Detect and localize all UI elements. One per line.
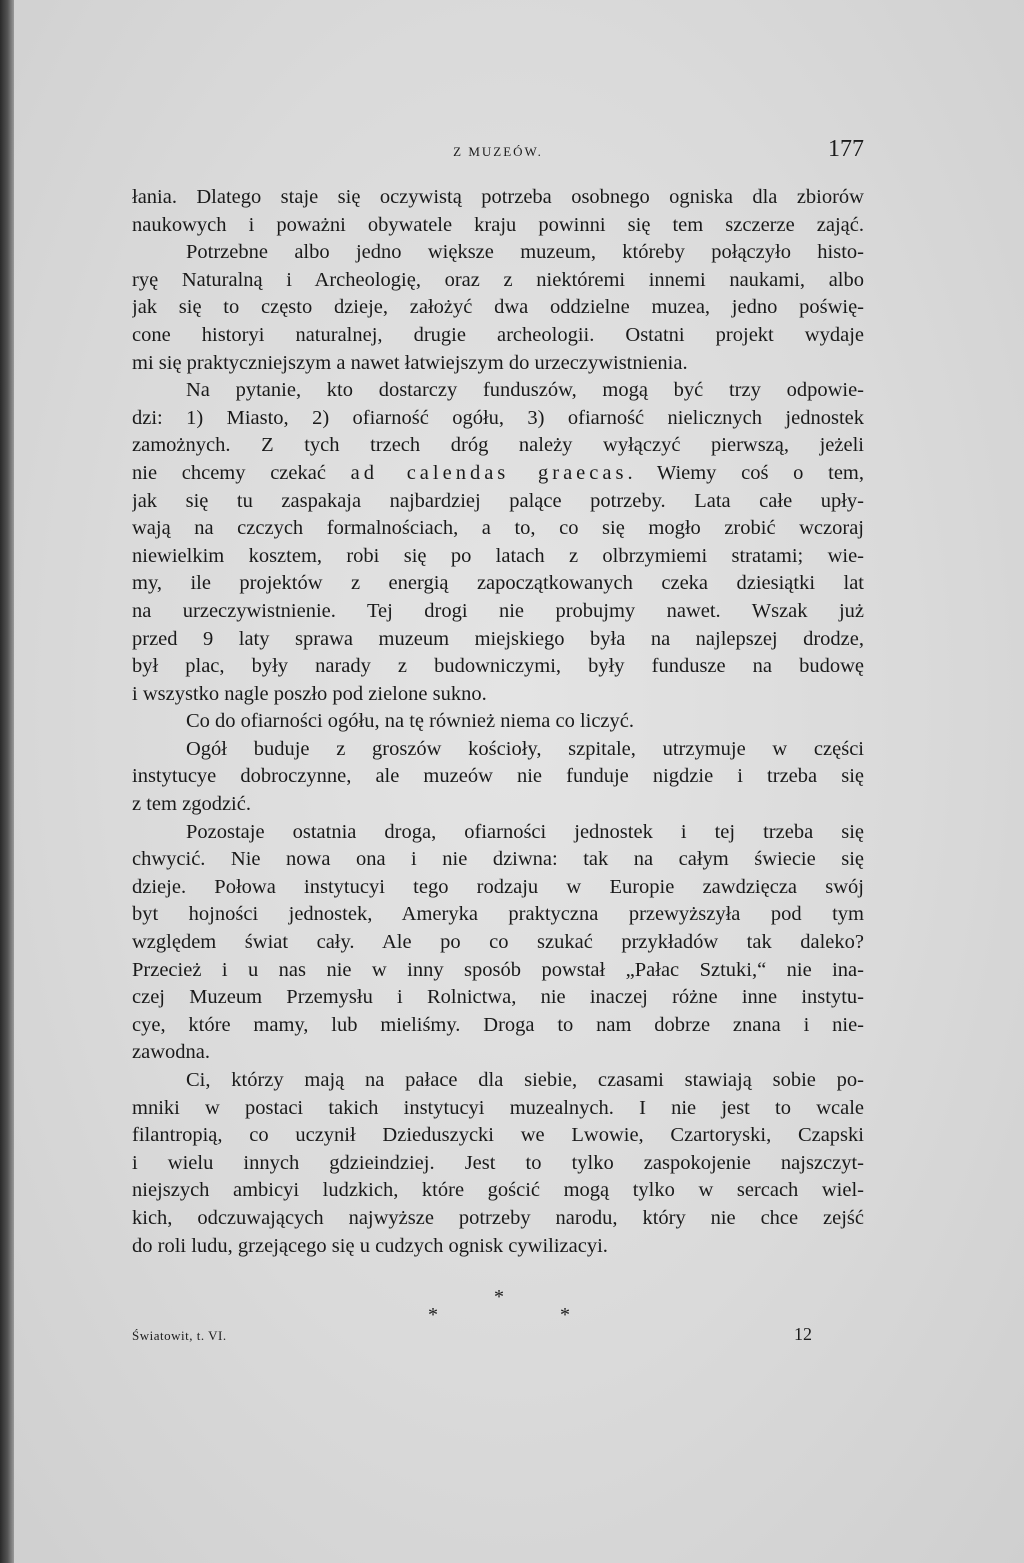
- text-line: zamożnych. Z tych trzech dróg należy wyłączyć pierwszą, jeżeli: [132, 434, 864, 457]
- text-line: czej Muzeum Przemysłu i Rolnictwa, nie inaczej różne inne instytu-: [132, 986, 864, 1009]
- text-line: wają na czczych formalnościach, a to, co się mogło zrobić wczoraj: [132, 517, 864, 540]
- text-line-with-spaced-phrase: [132, 460, 864, 488]
- text-line: Ogół buduje z groszów kościoły, szpitale, utrzymuje w części: [186, 737, 864, 760]
- text-line: zawodna.: [132, 1041, 210, 1064]
- asterisk: *: [560, 1304, 570, 1326]
- text-line: łania. Dlatego staje się oczywistą potrzeba osobnego ogniska dla zbiorów: [132, 186, 864, 208]
- text-line: przed 9 laty sprawa muzeum miejskiego była na najlepszej drodze,: [132, 627, 864, 650]
- page-footer: [132, 1324, 812, 1350]
- text-line: Przecież i u nas nie w inny sposób powstał „Pałac Sztuki,“ nie ina-: [132, 958, 864, 981]
- text-line: niewielkim kosztem, robi się po latach z olbrzymiemi stratami; wie-: [132, 544, 864, 567]
- text-line: instytucye dobroczynne, ale muzeów nie funduje nigdzie i trzeba się: [132, 765, 864, 788]
- text-line: Pozostaje ostatnia droga, ofiarności jednostek i tej trzeba się: [186, 820, 864, 843]
- text-line: dzieje. Połowa instytucyi tego rodzaju w Europie zawdzięcza swój: [132, 875, 864, 898]
- asterisk: *: [494, 1286, 504, 1308]
- text-line: naukowych i poważni obywatele kraju powinni się tem szczerze zająć.: [132, 213, 864, 236]
- text-fragment: . Wiemy coś o tem,: [627, 461, 864, 484]
- asterism-separator: [132, 1286, 864, 1326]
- running-head: [132, 136, 864, 166]
- running-title: Z MUZEÓW.: [453, 144, 543, 159]
- text-line: jak się tu zaspakaja najbardziej palące potrzeby. Lata całe upły-: [132, 489, 864, 512]
- text-line: z tem zgodzić.: [132, 793, 251, 816]
- text-line: chwycić. Nie nowa ona i nie dziwna: tak na całym świecie się: [132, 848, 864, 871]
- printer-signature: Światowit, t. VI.: [132, 1328, 227, 1343]
- text-line: na urzeczywistnienie. Tej drogi nie probujmy nawet. Wszak już: [132, 599, 864, 622]
- sheet-number: 12: [794, 1324, 812, 1344]
- text-line: filantropią, co uczynił Dzieduszycki we Lwowie, Czartoryski, Czapski: [132, 1124, 864, 1147]
- text-line: Ci, którzy mają na pałace dla siebie, czasami stawiają sobie po-: [186, 1069, 864, 1091]
- page-number: 177: [828, 136, 864, 162]
- text-line: i wszystko nagle poszło pod zielone sukno.: [132, 682, 487, 705]
- text-line: był plac, były narady z budowniczymi, były fundusze na budowę: [132, 655, 864, 678]
- text-line: i wielu innych gdzieindziej. Jest to tylko zaspokojenie najszczyt-: [132, 1151, 864, 1174]
- text-line: mniki w postaci takich instytucyi muzealnych. I nie jest to wcale: [132, 1096, 864, 1119]
- text-line: Na pytanie, kto dostarczy funduszów, mogą być trzy odpowie-: [186, 379, 864, 402]
- text-line: niejszych ambicyi ludzkich, które gościć mogą tylko w sercach wiel-: [132, 1179, 864, 1202]
- text-fragment: nie chcemy czekać: [132, 461, 351, 484]
- text-line: my, ile projektów z energią zapoczątkowanych czeka dziesiątki lat: [132, 572, 864, 595]
- text-line: do roli ludu, grzejącego się u cudzych ognisk cywilizacyi.: [132, 1234, 608, 1257]
- asterisk: *: [428, 1304, 438, 1326]
- text-line: Potrzebne albo jedno większe muzeum, któreby połączyło histo-: [186, 241, 864, 264]
- text-line: Co do ofiarności ogółu, na tę również niema co liczyć.: [186, 710, 635, 733]
- text-line: kich, odczuwających najwyższe potrzeby narodu, który nie chce zejść: [132, 1206, 864, 1229]
- text-line: byt hojności jednostek, Ameryka praktyczna przewyższyła pod tym: [132, 903, 864, 926]
- spaced-latin-phrase: ad calendas graecas: [350, 461, 628, 484]
- text-line: jak się to często dzieje, założyć dwa oddzielne muzea, jedno poświę-: [132, 296, 864, 319]
- text-line: cone historyi naturalnej, drugie archeologii. Ostatni projekt wydaje: [132, 323, 864, 346]
- text-line: mi się praktyczniejszym a nawet łatwiejszym do urzeczywistnienia.: [132, 351, 688, 374]
- text-line: dzi: 1) Miasto, 2) ofiarność ogółu, 3) ofiarność nielicznych jednostek: [132, 406, 864, 429]
- text-line: cye, które mamy, lub mieliśmy. Droga to nam dobrze znana i nie-: [132, 1013, 864, 1036]
- text-line: ryę Naturalną i Archeologię, oraz z niektóremi innemi naukami, albo: [132, 268, 864, 291]
- body-text: [132, 184, 864, 1260]
- book-spine-shadow: [0, 0, 14, 1563]
- text-line: względem świat cały. Ale po co szukać przykładów tak daleko?: [132, 931, 864, 954]
